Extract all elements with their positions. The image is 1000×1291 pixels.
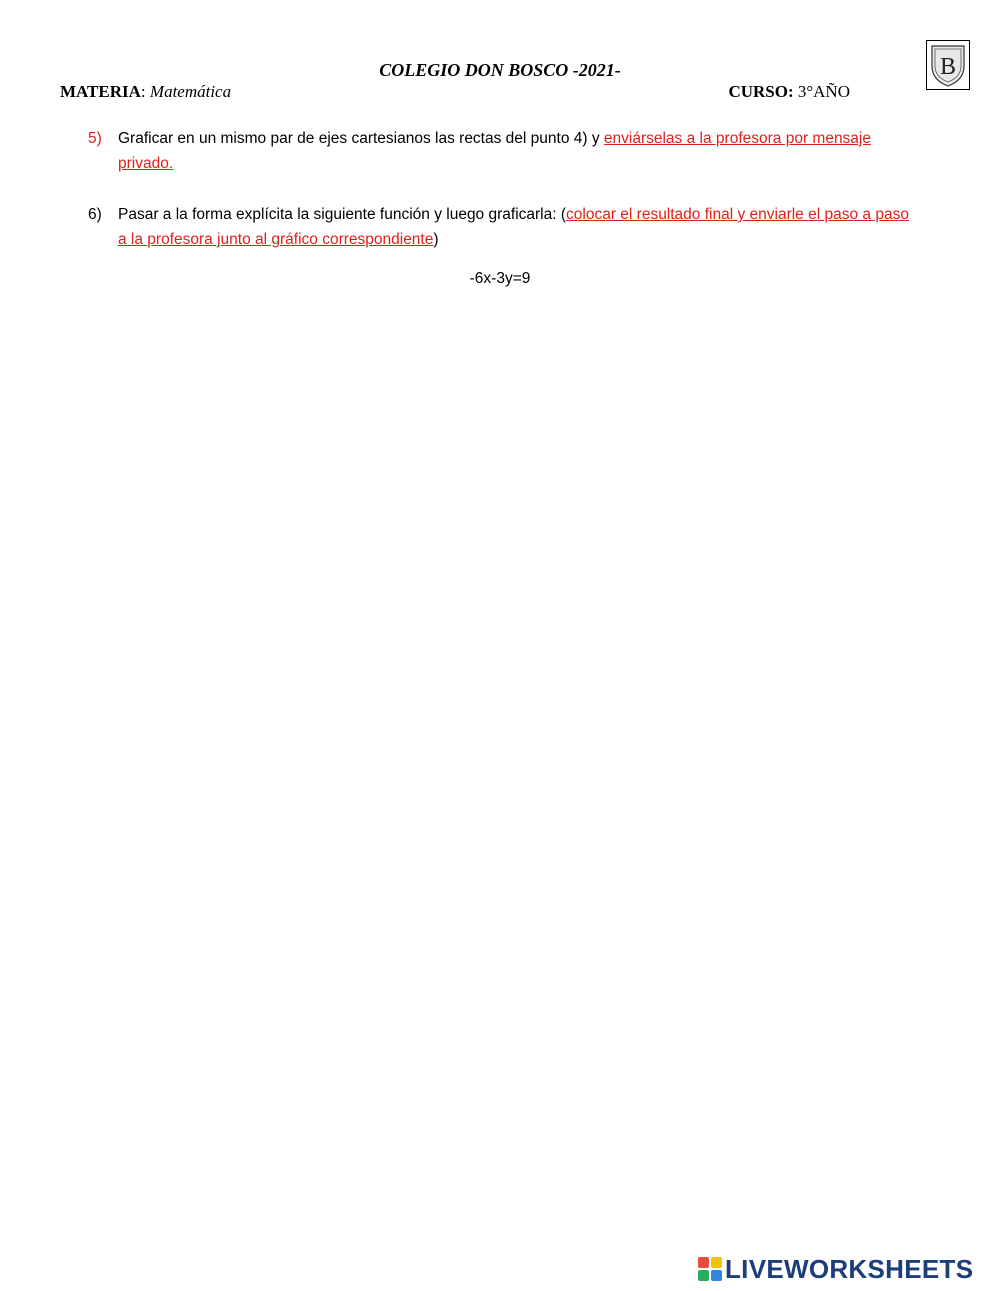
exercise-text-tail: ): [433, 231, 439, 248]
course-label: CURSO:: [728, 82, 794, 101]
svg-text:B: B: [939, 54, 957, 80]
exercise-item-5: [88, 126, 918, 176]
subject-field: MATERIA: Matemática: [60, 82, 232, 101]
subject-value: Matemática: [149, 82, 232, 101]
subject-label: MATERIA: [60, 82, 141, 101]
liveworksheets-brand[interactable]: [698, 1254, 973, 1284]
exercise-list: [88, 126, 918, 278]
school-crest-icon: [926, 40, 970, 90]
course-field: [728, 82, 850, 102]
exercise-number: 5): [88, 130, 102, 147]
liveworksheets-logo-icon: [698, 1257, 722, 1281]
school-title: COLEGIO DON BOSCO -2021-: [379, 60, 621, 80]
exercise-instruction-highlight: enviárselas a la profesora por mensaje privado.: [118, 130, 871, 172]
exercise-instruction-highlight: colocar el resultado final y enviarle el paso a paso a la profesora junto al gráfico correspondiente: [118, 206, 909, 248]
exercise-text: [118, 202, 918, 252]
equation: -6x-3y=9: [469, 270, 531, 287]
exercise-text-main: Graficar en un mismo par de ejes cartesianos las rectas del punto 4) y: [118, 130, 604, 147]
exercise-number: 6): [88, 206, 102, 223]
exercise-item-6: [88, 202, 918, 252]
exercise-text-main: Pasar a la forma explícita la siguiente función y luego graficarla: (: [118, 206, 567, 223]
course-value: 3°AÑO: [797, 82, 850, 101]
brand-name: LIVEWORKSHEETS: [725, 1253, 974, 1284]
exercise-text: [118, 126, 918, 176]
header-row: [60, 82, 850, 102]
